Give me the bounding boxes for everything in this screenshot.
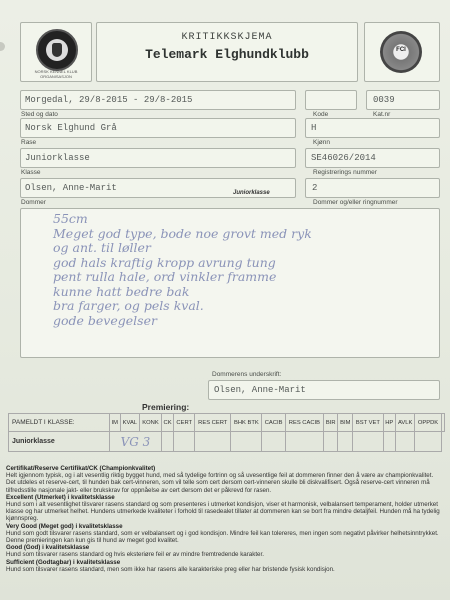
critique-line: pent rulla hale, ord vinkler framme — [53, 269, 277, 284]
sex-field — [305, 118, 440, 138]
signature-field — [208, 380, 440, 400]
signature-value: Olsen, Anne-Marit — [214, 385, 306, 395]
fci-logo-icon — [380, 31, 422, 73]
location-date-field — [20, 90, 296, 110]
legend-text: Helt igjennom typisk, og i alt vesentlig riktig bygget hund, med så tydelige fortrinn og så uvesentlige feil at dommeren finner den å være av championkvalitet. Det utdeles et reserve-cert, til hunden bak cert-vinneren, som vil telle som cert dersom cert-vinneren skulle bli diskvalifisert. Også reserve-cert vinneren må tilfredsstille nasjonale jakt- eller brukskrav for oppnåelse av cert dersom det er påkrevd for rasen. — [6, 472, 434, 494]
legend-text: Hund som tilsvarer rasens standard, men som ikke har rasens alle karakteriske preg eller har bristende fysisk kondisjon. — [6, 565, 335, 573]
breed-field — [20, 118, 296, 138]
awards-header-cell: CACIB — [262, 414, 285, 432]
catalog-number-label: Kat.nr — [373, 111, 391, 118]
awards-header-cell: BST VET — [353, 414, 383, 432]
class-label: Klasse — [21, 169, 41, 176]
judge-value: Olsen, Anne-Marit — [25, 183, 117, 193]
registration-number-value: SE46026/2014 — [311, 153, 376, 163]
class-overprint: Juniorklasse — [233, 190, 270, 196]
fci-logo-text: FCI — [396, 47, 406, 53]
legend-text: Hund som godt tilsvarer rasens standard, som er velbalansert og i god kondisjon. Mindre feil kan tolereres, men ingen som negativt påvirker helhetsinntrykket. Denne premieringen kan kun gis til hund av meget god kvalitet. — [6, 529, 439, 545]
legend — [6, 465, 444, 573]
club-logo-box — [20, 22, 92, 82]
breed-label: Rase — [21, 139, 37, 146]
awards-table — [8, 413, 445, 452]
dogs-in-ring-value: 2 — [312, 183, 318, 193]
awards-value-row — [9, 432, 445, 452]
awards-grade-value: VG 3 — [120, 434, 151, 449]
awards-header-cell: OPPDK — [415, 414, 441, 432]
critique-line: og ant. til løller — [53, 240, 151, 255]
legend-text: Hund som i alt vesentlighet tilsvarer rasens standard og som presenteres i utmerket kondisjon, viser et harmonisk, velbalansert temperament, holder utmerket klasse og har utmerket helhet. Hundens utmerkede kvaliteter i forhold til rasedealet tillater at dommeren kan se bort fra mindre detaljfeil. Hunden må ha tydelig kjønnspreg. — [6, 501, 440, 523]
awards-header-cell: KVAL — [120, 414, 140, 432]
awards-class-value: Juniorklasse — [9, 432, 110, 452]
location-date-label: Sted og dato — [21, 111, 58, 118]
sex-label: Kjønn — [313, 139, 330, 146]
catalog-number-value: 0039 — [373, 95, 395, 105]
breed-value: Norsk Elghund Grå — [25, 123, 117, 133]
awards-header-cell: AVLK — [395, 414, 415, 432]
sex-value: H — [311, 123, 317, 133]
form-title: KRITIKKSKJEMA — [181, 32, 273, 43]
class-value: Juniorklasse — [25, 153, 90, 163]
fci-logo-box — [364, 22, 440, 82]
code-field — [305, 90, 357, 110]
catalog-number-field — [366, 90, 440, 110]
nkk-logo-icon — [36, 29, 78, 71]
registration-number-field — [305, 148, 440, 168]
legend-heading: Very Good (Meget god) i kvalitetsklasse — [6, 522, 123, 530]
critique-line: bra farger, og pels kval. — [53, 298, 204, 313]
awards-header-cell: CK — [161, 414, 173, 432]
registration-number-label: Registrerings nummer — [313, 169, 377, 176]
critique-line: gode bevegelser — [53, 312, 157, 328]
premiering-title: Premiering: — [142, 402, 190, 412]
awards-header-cell: BIR — [324, 414, 338, 432]
legend-text: Hund som tilsvarer rasens standard og hvis eksteriøre feil er av mindre fremtredende karakter. — [6, 551, 264, 559]
legend-heading: Sufficient (Godtagbar) i kvalitetsklasse — [6, 558, 121, 566]
dogs-in-ring-field — [305, 178, 440, 198]
awards-header-cell: CERT — [174, 414, 195, 432]
class-field — [20, 148, 296, 168]
location-date-value: Morgedal, 29/8-2015 - 29/8-2015 — [25, 95, 193, 105]
critique-text — [53, 212, 438, 328]
club-name: Telemark Elghundklubb — [145, 47, 309, 62]
code-label: Kode — [313, 111, 329, 118]
awards-header-cell: BHK BTK — [231, 414, 262, 432]
critique-box — [20, 208, 440, 358]
legend-heading: Certifikat/Reserve Certifikat/CK (Championkvalitet) — [6, 465, 156, 472]
awards-header-cell: BIM — [338, 414, 353, 432]
critique-line: kunne hatt bedre bak — [53, 283, 190, 299]
awards-header-row — [9, 414, 445, 432]
legend-heading: Good (God) i kvalitetsklasse — [6, 544, 90, 552]
awards-header-cell: IM — [110, 414, 121, 432]
awards-header-cell: RES CACIB — [285, 414, 323, 432]
awards-header-cell: RES CERT — [195, 414, 231, 432]
judge-label: Dommer — [21, 199, 46, 206]
awards-header-class: PAMELDT I KLASSE: — [9, 414, 110, 432]
dogs-in-ring-label: Dommer og/eller ringnummer — [313, 199, 398, 206]
critique-line: 55cm — [53, 211, 88, 226]
signature-label: Dommerens underskrift: — [212, 371, 282, 378]
critique-line: god hals kraftig kropp avrung tung — [53, 254, 276, 270]
punch-hole — [0, 42, 5, 51]
awards-header-cell — [441, 414, 444, 432]
logo-caption: NORSK KENNEL KLUB ORGANISASJON — [34, 69, 78, 79]
awards-header-cell: KONK — [140, 414, 162, 432]
legend-heading: Excellent (Utmerket) i kvalitetsklasse — [6, 493, 115, 501]
title-box — [96, 22, 358, 82]
critique-line: Meget god type, bode noe grovt med ryk — [53, 225, 312, 241]
awards-header-cell: HP — [383, 414, 395, 432]
